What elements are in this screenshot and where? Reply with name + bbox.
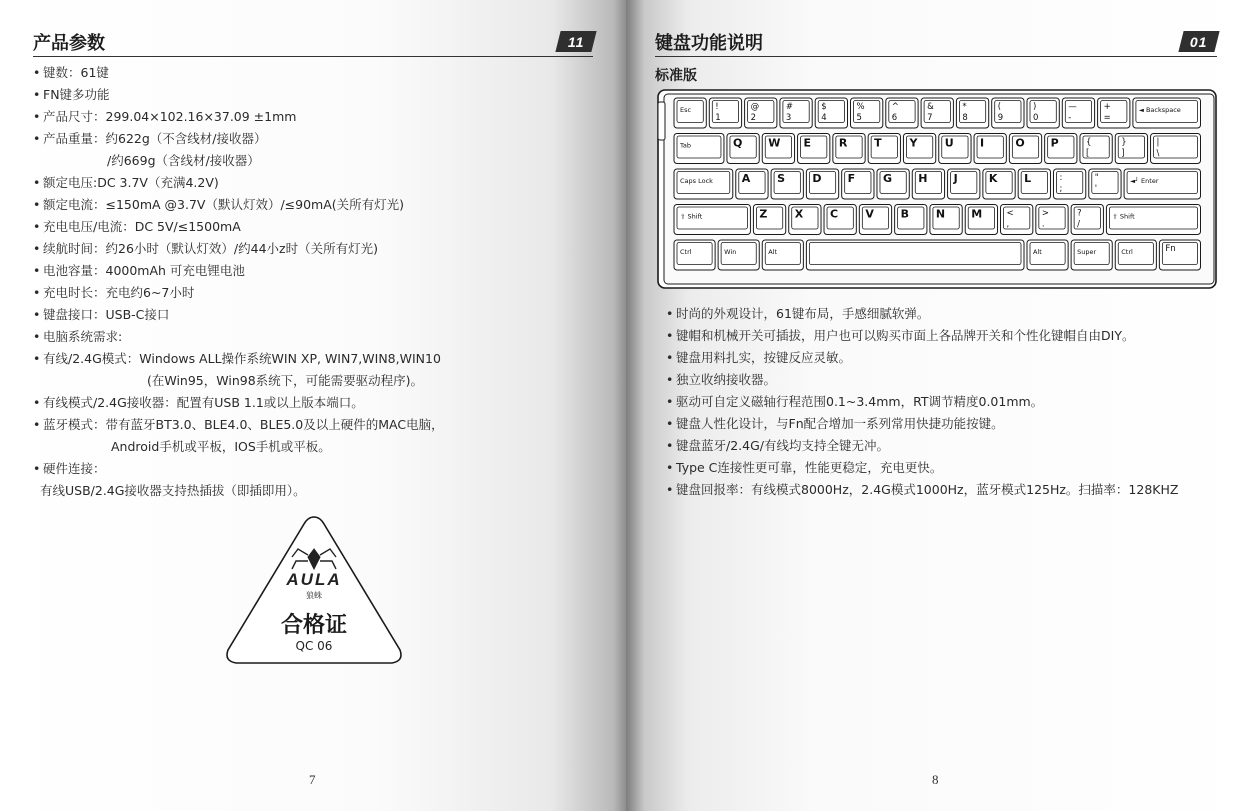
- page-tag-label: 11: [567, 33, 585, 50]
- keycap-sublabel: 2: [750, 113, 757, 123]
- keycap-label: Alt: [1033, 248, 1042, 256]
- keycap: [1027, 240, 1068, 270]
- keycap: [727, 134, 759, 164]
- feature-text: 独立收纳接收器。: [676, 372, 777, 387]
- spec-item: [33, 260, 593, 282]
- keycap: [780, 98, 812, 128]
- keycap: [762, 240, 803, 270]
- page-title: 产品参数: [33, 33, 105, 54]
- spec-item: [33, 84, 593, 106]
- keycap-label: I: [980, 136, 985, 150]
- keycap: [789, 205, 821, 235]
- spec-text: 键盘接口：USB-C接口: [43, 307, 170, 322]
- keycap-sublabel: ,: [1006, 219, 1010, 230]
- feature-item: [666, 369, 1236, 391]
- spec-text: 电池容量：4000mAh 可充电锂电池: [43, 263, 245, 278]
- spec-item: [33, 238, 593, 260]
- bullet-icon: •: [666, 372, 674, 387]
- keycap-label: |: [1156, 137, 1160, 148]
- keycap-label: S: [777, 172, 786, 185]
- bullet-icon: •: [33, 395, 41, 410]
- title-divider: [655, 56, 1217, 57]
- keycap: [771, 169, 803, 199]
- keycap: [912, 169, 944, 199]
- keycap-label: P: [1050, 136, 1059, 150]
- keycap-sublabel: 0: [1033, 113, 1039, 123]
- bullet-icon: •: [33, 307, 41, 322]
- keycap: [939, 134, 971, 164]
- qc-brand-sub: 狼蛛: [306, 591, 322, 600]
- keycap: [815, 98, 847, 128]
- spec-text: 产品重量：约622g（不含线材/接收器）: [43, 131, 267, 146]
- keycap: [674, 240, 715, 270]
- keycap: [709, 98, 741, 128]
- keycap-label: Fn: [1165, 244, 1176, 254]
- keycap: [983, 169, 1015, 199]
- keycap-sublabel: 7: [927, 113, 933, 123]
- keycap-sublabel: ;: [1059, 184, 1063, 194]
- spec-list: [33, 62, 593, 502]
- keycap: [1151, 134, 1201, 164]
- keycap-label: Ctrl: [680, 248, 692, 256]
- keycap-label: D: [812, 172, 822, 185]
- keycap-label: }: [1121, 137, 1127, 148]
- feature-item: [666, 325, 1236, 347]
- page-number: 8: [932, 772, 939, 787]
- keycap-label: K: [988, 172, 998, 185]
- keycap: [833, 134, 865, 164]
- feature-text: 驱动可自定义磁轴行程范围0.1~3.4mm，RT调节精度0.01mm。: [676, 394, 1044, 409]
- keycap: [1045, 134, 1077, 164]
- keycap-sublabel: 5: [856, 113, 862, 123]
- keycap: [806, 240, 1024, 270]
- keycap-sublabel: 4: [821, 113, 827, 123]
- spec-item: [33, 106, 593, 128]
- bullet-icon: •: [666, 394, 674, 409]
- keycap-label: —: [1068, 102, 1077, 112]
- bullet-icon: •: [666, 416, 674, 431]
- keycap-sublabel: -: [1068, 113, 1072, 123]
- right-page: [626, 0, 1253, 811]
- keycap-label: Caps Lock: [680, 177, 713, 185]
- spec-item: [33, 414, 593, 458]
- keycap-label: X: [794, 207, 804, 221]
- feature-text: 时尚的外观设计，61键布局，手感细腻软弹。: [676, 306, 930, 321]
- bullet-icon: •: [33, 197, 41, 212]
- keycap: [886, 98, 918, 128]
- page-title: 键盘功能说明: [655, 33, 763, 54]
- keycap: [1089, 169, 1121, 199]
- keycap: [762, 134, 794, 164]
- feature-text: 键帽和机械开关可插拔，用户也可以购买市面上各品牌开关和个性化键帽自由DIY。: [676, 328, 1135, 343]
- page-tag: [1178, 31, 1219, 52]
- spec-item: [33, 172, 593, 194]
- keycap-label: $: [821, 102, 827, 112]
- subtitle: 标准版: [655, 68, 697, 84]
- keycap-label: +: [1103, 102, 1111, 112]
- spec-text: 电脑系统需求:: [43, 329, 123, 344]
- spec-continuation: 有线USB/2.4G接收器支持热插拔（即插即用）。: [40, 483, 306, 498]
- keycap: [1001, 205, 1033, 235]
- bullet-icon: •: [33, 461, 41, 476]
- keycap-sublabel: 1: [715, 113, 721, 123]
- keycap-label: J: [953, 172, 958, 185]
- keycap: [859, 205, 891, 235]
- keycap-label: >: [1041, 208, 1049, 219]
- keycap-label: V: [865, 207, 874, 221]
- keycap: [1053, 169, 1085, 199]
- spec-text: 额定电压:DC 3.7V（充满4.2V): [43, 175, 219, 190]
- keyboard-svg: [655, 87, 1219, 292]
- qc-code: QC 06: [295, 639, 333, 653]
- feature-text: 键盘回报率：有线模式8000Hz，2.4G模式1000Hz，蓝牙模式125Hz。扫描率：128KHZ: [676, 482, 1179, 497]
- keycap-sublabel: 6: [891, 113, 898, 123]
- spec-item: [33, 326, 593, 348]
- bullet-icon: •: [666, 482, 674, 497]
- keyboard-diagram: [655, 87, 1219, 292]
- qc-brand: AULA: [286, 570, 342, 589]
- spec-item: [33, 392, 593, 414]
- keycap-label: H: [918, 172, 928, 185]
- keycap-label: C: [830, 207, 839, 221]
- bullet-icon: •: [33, 87, 41, 102]
- keycap: [1098, 98, 1130, 128]
- spec-text: 有线模式/2.4G接收器：配置有USB 1.1或以上版本端口。: [43, 395, 364, 410]
- feature-item: [666, 435, 1236, 457]
- keycap: [903, 134, 935, 164]
- feature-text: 键盘人性化设计，与Fn配合增加一系列常用快捷功能按键。: [676, 416, 1004, 431]
- keycap-label: T: [874, 136, 882, 150]
- spec-item: [33, 458, 593, 502]
- keycap-label: @: [750, 102, 760, 112]
- bullet-icon: •: [33, 263, 41, 278]
- keycap-label: O: [1015, 136, 1025, 150]
- keycap-sublabel: =: [1103, 113, 1111, 123]
- keycap: [1106, 205, 1200, 235]
- bullet-icon: •: [33, 329, 41, 344]
- spec-text: 产品尺寸：299.04×102.16×37.09 ±1mm: [43, 109, 297, 124]
- keycap: [921, 98, 953, 128]
- left-page: [0, 0, 626, 811]
- spec-text: 充电电压/电流：DC 5V/≤1500mA: [43, 219, 241, 234]
- keycap: [806, 169, 838, 199]
- keycap: [824, 205, 856, 235]
- spec-item: [33, 282, 593, 304]
- spec-item: [33, 194, 593, 216]
- bullet-icon: •: [33, 131, 41, 146]
- keycap-label: Q: [732, 136, 743, 150]
- keycap-sublabel: .: [1041, 219, 1045, 230]
- keycap-label: Super: [1077, 248, 1097, 256]
- keycap-sublabel: \: [1156, 148, 1160, 159]
- keycap: [895, 205, 927, 235]
- feature-item: [666, 479, 1236, 501]
- bullet-icon: •: [33, 109, 41, 124]
- keycap-sublabel: [: [1085, 148, 1090, 159]
- keycap: [674, 169, 733, 199]
- keycap: [877, 169, 909, 199]
- keycap: [930, 205, 962, 235]
- keycap: [851, 98, 883, 128]
- keycap: [674, 134, 724, 164]
- keycap: [674, 205, 750, 235]
- keycap-label: G: [882, 172, 893, 185]
- keycap: [992, 98, 1024, 128]
- bullet-icon: •: [33, 175, 41, 190]
- qc-title: 合格证: [280, 613, 347, 638]
- keycap-sublabel: 9: [997, 113, 1004, 123]
- feature-item: [666, 457, 1236, 479]
- bullet-icon: •: [33, 351, 41, 366]
- keycap: [974, 134, 1006, 164]
- keycap-sublabel: ]: [1121, 148, 1125, 159]
- keycap-sublabel: 3: [785, 113, 792, 123]
- keycap: [1027, 98, 1059, 128]
- feature-item: [666, 413, 1236, 435]
- keycap-label: F: [847, 172, 856, 185]
- keycap: [745, 98, 777, 128]
- keycap-label: #: [785, 102, 794, 112]
- keycap-label: Ctrl: [1121, 248, 1133, 256]
- bullet-icon: •: [33, 285, 41, 300]
- page-number: 7: [309, 772, 316, 787]
- qc-certificate: [222, 513, 406, 668]
- keycap-label: ^: [891, 102, 899, 112]
- spec-item: [33, 304, 593, 326]
- keycap: [1071, 205, 1103, 235]
- keycap-label: Tab: [680, 141, 692, 150]
- keycap: [718, 240, 759, 270]
- keycap-label: %: [856, 102, 865, 112]
- keycap: [1115, 240, 1156, 270]
- keycap: [965, 205, 997, 235]
- spec-text: 充电时长：充电约6~7小时: [43, 285, 195, 300]
- feature-item: [666, 347, 1236, 369]
- keycap: [1062, 98, 1094, 128]
- feature-item: [666, 391, 1236, 413]
- spec-text: 续航时间：约26小时（默认灯效）/约44小z时（关所有灯光): [43, 241, 378, 256]
- keycap: [842, 169, 874, 199]
- keycap-label: {: [1085, 137, 1092, 148]
- keycap-label: W: [768, 136, 781, 150]
- keycap: [1036, 205, 1068, 235]
- keycap-label: Alt: [768, 248, 778, 256]
- keycap-label: ⇧ Shift: [680, 212, 703, 221]
- keycap: [1159, 240, 1200, 270]
- keycap: [798, 134, 830, 164]
- keycap: [736, 169, 768, 199]
- keycap-label: Win: [724, 248, 737, 256]
- keycap-label: :: [1059, 173, 1063, 183]
- spec-continuation: (在Win95，Win98系统下，可能需要驱动程序)。: [147, 373, 424, 388]
- keycap-label: *: [962, 102, 967, 112]
- bullet-icon: •: [666, 328, 674, 343]
- keycap-label: A: [741, 172, 751, 185]
- keycap-label: N: [935, 207, 946, 221]
- page-tag: [555, 31, 596, 52]
- keycap-label: ⇧ Shift: [1112, 212, 1135, 221]
- feature-text: 键盘用料扎实，按键反应灵敏。: [676, 350, 852, 365]
- bullet-icon: •: [33, 241, 41, 256]
- keycap-label: ◄ Backspace: [1138, 106, 1181, 114]
- keycap: [1071, 240, 1112, 270]
- bullet-icon: •: [33, 219, 41, 234]
- keycap: [674, 98, 706, 128]
- keycap-label: L: [1024, 172, 1032, 185]
- keycap-label: ": [1094, 173, 1099, 183]
- spec-item: [33, 216, 593, 238]
- feature-text: 键盘蓝牙/2.4G/有线均支持全键无冲。: [676, 438, 889, 453]
- spec-item: [33, 348, 593, 392]
- keycap-sublabel: 8: [962, 113, 968, 123]
- keycap: [1009, 134, 1041, 164]
- spec-text: 额定电流：≤150mA @3.7V（默认灯效）/≤90mA(关所有灯光): [43, 197, 405, 212]
- keycap-sublabel: /: [1077, 219, 1080, 230]
- keycap: [1124, 169, 1200, 199]
- keycap-label: ): [1033, 102, 1037, 112]
- bullet-icon: •: [666, 306, 674, 321]
- keycap-label: Esc: [680, 106, 692, 114]
- title-divider: [33, 56, 593, 57]
- page-tag-label: 01: [1190, 33, 1208, 50]
- spec-item: [33, 128, 593, 172]
- keycap-label: <: [1006, 208, 1014, 219]
- keycap-label: B: [900, 207, 910, 221]
- keycap: [753, 205, 785, 235]
- keycap-label: ◄┘ Enter: [1130, 177, 1159, 185]
- keycap-label: ?: [1077, 208, 1082, 219]
- bullet-icon: •: [33, 65, 41, 80]
- bullet-icon: •: [666, 460, 674, 475]
- keycap-label: U: [944, 136, 954, 150]
- spec-text: 硬件连接：: [43, 461, 106, 476]
- feature-text: Type C连接性更可靠，性能更稳定，充电更快。: [676, 460, 943, 475]
- keycap: [1133, 98, 1201, 128]
- keycap-label: Y: [909, 136, 918, 150]
- keycap-label: Z: [759, 207, 768, 221]
- spec-text: 蓝牙模式：带有蓝牙BT3.0、BLE4.0、BLE5.0及以上硬件的MAC电脑，: [43, 417, 444, 432]
- keycap: [1080, 134, 1112, 164]
- keycap-label: E: [803, 136, 812, 150]
- spec-continuation: /约669g（含线材/接收器）: [107, 153, 260, 168]
- keycap: [868, 134, 900, 164]
- bullet-icon: •: [33, 417, 41, 432]
- spec-item: [33, 62, 593, 84]
- spec-continuation: Android手机或平板，IOS手机或平板。: [111, 439, 331, 454]
- keycap-label: R: [838, 136, 848, 150]
- spec-text: 键数：61键: [43, 65, 109, 80]
- keycap-label: (: [997, 102, 1002, 112]
- feature-item: [666, 303, 1236, 325]
- keycap: [948, 169, 980, 199]
- keycap-label: M: [971, 207, 983, 221]
- keycap-label: !: [715, 102, 719, 112]
- keycap-sublabel: ': [1094, 184, 1098, 194]
- keycap: [1115, 134, 1147, 164]
- keycap: [956, 98, 988, 128]
- spec-text: 有线/2.4G模式：Windows ALL操作系统WIN XP, WIN7,WIN8,WIN10: [43, 351, 441, 366]
- bullet-icon: •: [666, 438, 674, 453]
- keycap-label: &: [927, 102, 934, 112]
- spec-text: FN键多功能: [43, 87, 110, 102]
- keycap: [1018, 169, 1050, 199]
- feature-list: [666, 303, 1236, 501]
- bullet-icon: •: [666, 350, 674, 365]
